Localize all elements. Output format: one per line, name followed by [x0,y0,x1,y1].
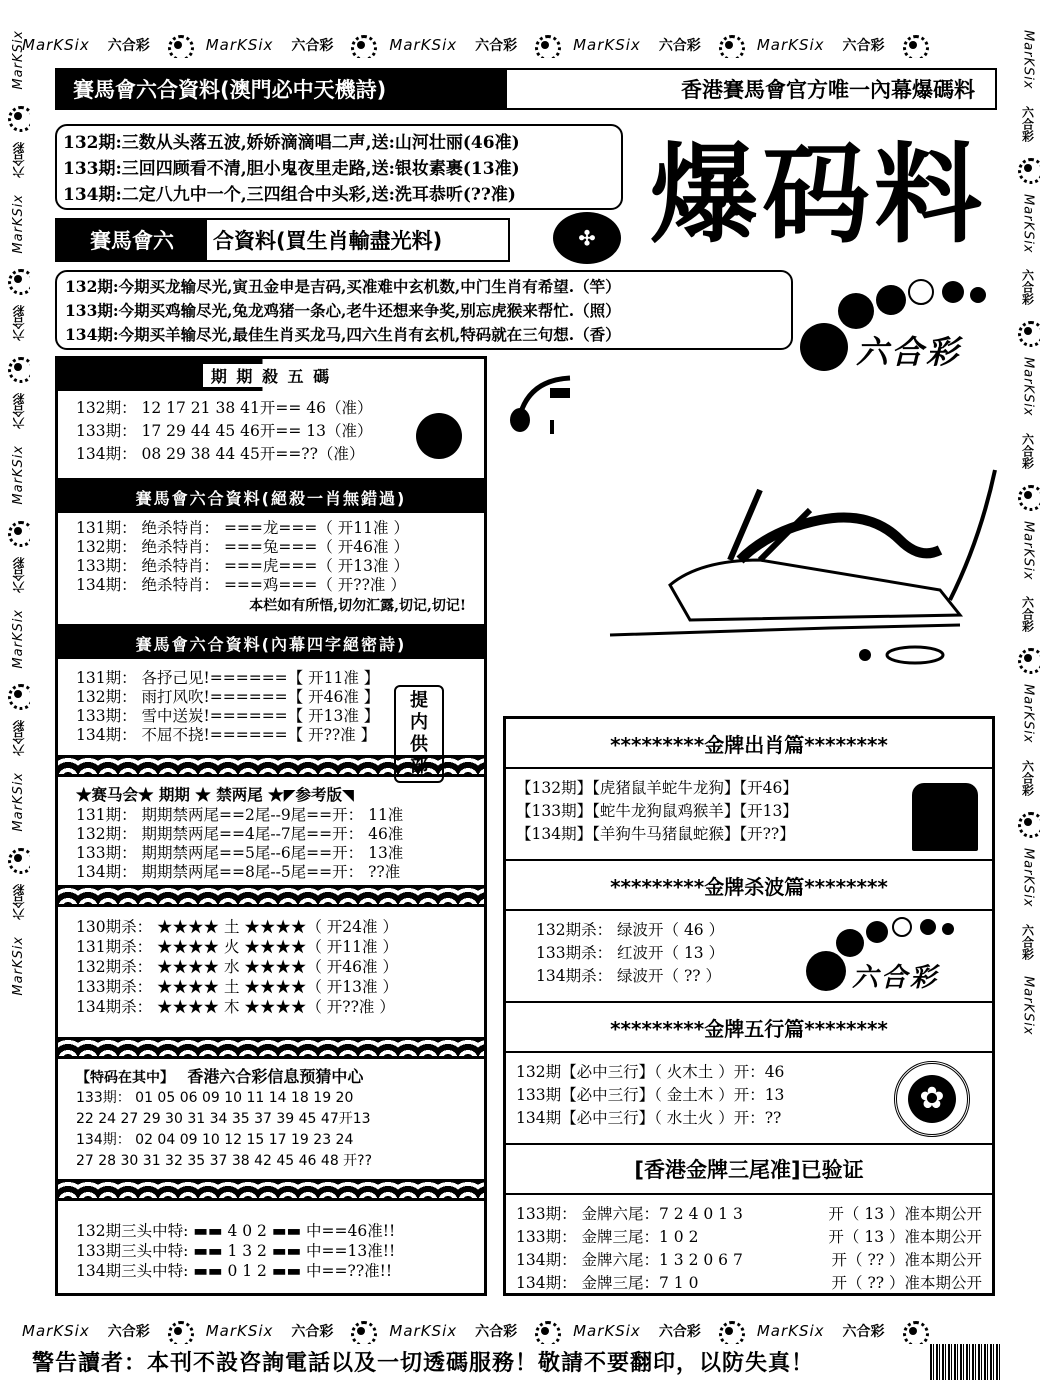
liuhecai-label: 六合彩 [658,1324,701,1340]
liuhecai-label: 六合彩 [11,393,26,430]
marksix-label: MarKSix [573,1322,641,1340]
wave-divider [58,885,484,907]
liuhecai-label: 六合彩 [658,38,701,54]
ball-icon [920,919,936,935]
marksix-label: MarKSix [756,36,825,54]
kill-element-row: 132期杀： ★★★★ 水 ★★★★（ 开46准 ） [76,958,398,976]
liuhecai-label: 六合彩 [11,556,26,593]
bauhinia-flower-icon [8,684,28,704]
gold-zodiac-row: 【134期】【羊狗牛马猪鼠蛇猴】【开??】 [516,825,795,843]
turtle-emblem-icon: ✣ [553,212,621,264]
zodiac-lose-bar [55,218,510,262]
four-words-row: 133期： 雪中送炭!======【 开13准 】 [76,707,380,725]
gold-elements-row: 132期【必中三行】（ 火木土 ）开：46 [516,1063,785,1081]
poem-row: 133期:三回四顾看不清,胆小鬼夜里走路,送:银妆素裹(13准) [63,159,520,179]
marksix-label: MarKSix [10,445,26,505]
marksix-label: MarKSix [10,193,26,254]
liuhecai-logo-small [806,921,986,999]
wave-divider [58,1179,484,1201]
header-right-title: 香港賽馬會官方唯一內幕爆碼料 [681,77,975,102]
kill-element-section [58,907,484,1037]
bauhinia-flower-icon [1018,321,1038,341]
special-in-row: 134期： 02 04 09 10 12 15 17 19 23 24 [76,1132,354,1148]
gold-tails-left: 133期： 金牌三尾：1 0 2 [516,1228,699,1246]
ban-two-tails-row: 132期： 期期禁两尾==4尾--7尾==开： 46准 [76,825,404,843]
kill-five-row: 133期： 17 29 44 45 46开== 13（准） [76,422,373,440]
kill-five-header [58,359,484,391]
liuhecai-label: 六合彩 [842,1324,885,1340]
kill-five-row: 134期： 08 29 38 44 45开==??（准） [76,445,365,463]
liuhecai-label: 六合彩 [1020,432,1035,469]
ban-two-tails-row: 131期： 期期禁两尾==2尾--9尾==开： 11准 [76,806,404,824]
special-in-section [58,1059,484,1179]
gold-tails-left: 133期： 金牌六尾：7 2 4 0 1 3 [516,1205,743,1223]
liuhecai-label: 六合彩 [475,38,518,54]
gold-elements-header: *********金牌五行篇******** [506,1003,992,1053]
kill-five-header-text: 期 期 殺 五 碼 [203,364,339,387]
marksix-label: MarKSix [22,1322,90,1340]
kill-zodiac-row: 133期： 绝杀特肖： ===虎===（ 开13准 ） [76,557,409,575]
gold-wave-header: *********金牌杀波篇******** [506,861,992,911]
ball-icon [970,287,986,303]
gold-tails-left: 134期： 金牌三尾：7 1 0 [516,1274,699,1292]
liuhecai-label: 六合彩 [11,141,26,178]
four-words-row: 131期： 各抒己见!======【 开11准 】 [76,669,380,687]
gold-wave-row: 132期杀： 绿波开（ 46 ） [536,921,725,939]
marksix-label: MarKSix [22,36,90,54]
bauhinia-flower-icon [535,1321,555,1341]
liuhecai-label: 六合彩 [1020,760,1035,797]
kill-element-row: 134期杀： ★★★★ 木 ★★★★（ 开??准 ） [76,998,395,1016]
marksix-label: MarKSix [10,608,26,669]
kill-zodiac-note: 本栏如有所悟,切勿汇露,切记,切记! [249,598,466,614]
big-title: 爆码料 [650,132,987,258]
kill-zodiac-section [58,513,484,627]
ban-two-tails-row: 134期： 期期禁两尾==8尾--5尾==开： ??准 [76,863,401,881]
liuhecai-label: 六合彩 [1020,596,1035,633]
bauhinia-flower-icon [351,35,371,55]
monkey-illustration-icon [500,360,1000,670]
zodiac-lose-box [55,270,793,350]
kill-five-row: 132期： 12 17 21 38 41开== 46（准） [76,399,373,417]
ball-icon [892,917,912,937]
kill-element-row: 130期杀： ★★★★ 土 ★★★★（ 开24准 ） [76,918,398,936]
marksix-label: MarKSix [1020,520,1036,581]
special-in-row: 133期： 01 05 06 09 10 11 14 18 19 20 [76,1090,354,1106]
bauhinia-flower-icon [1018,158,1038,178]
gold-zodiac-row: 【132期】【虎猪鼠羊蛇牛龙狗】【开46】 [516,779,798,797]
top-border-strip [22,32,1032,58]
gold-elements-section [506,1053,992,1145]
bauhinia-flower-icon [8,848,28,868]
bauhinia-flower-icon [168,1321,188,1341]
bauhinia-flower-icon [8,106,28,126]
ball-icon [942,281,964,303]
marksix-label: MarKSix [389,1322,458,1340]
gold-tails-row [516,1272,982,1295]
right-border-strip [1016,30,1040,1330]
marksix-label: MarKSix [1020,975,1036,1036]
wave-divider [58,1037,484,1059]
ban-two-tails-section [58,777,484,885]
gold-zodiac-header: *********金牌出肖篇******** [506,719,992,769]
ball-icon [838,293,874,329]
ball-icon [806,951,846,991]
marksix-label: MarKSix [10,772,26,833]
bauhinia-flower-icon [719,1321,739,1341]
bauhinia-flower-icon [903,35,923,55]
bauhinia-flower-icon [719,35,739,55]
liuhecai-label: 六合彩 [11,884,26,921]
kill-element-row: 131期杀： ★★★★ 火 ★★★★（ 开11准 ） [76,938,398,956]
gold-tails-row [516,1226,982,1249]
marksix-label: MarKSix [1020,30,1036,90]
marksix-label: MarKSix [1020,193,1036,254]
zodiac-lose-bar-right: 合資料(買生肖輸盡光料) [213,229,443,253]
bauhinia-flower-icon [8,269,28,289]
gold-elements-row: 134期【必中三行】（ 水土火 ）开：?? [516,1109,782,1127]
marksix-label: MarKSix [389,36,458,54]
marksix-label: MarKSix [205,36,274,54]
insider-badge: 提内供部 [394,685,444,783]
kill-zodiac-row: 134期： 绝杀特肖： ===鸡===（ 开??准 ） [76,576,406,594]
gold-zodiac-row: 【133期】【蛇牛龙狗鼠鸡猴羊】【开13】 [516,802,798,820]
ball-icon [942,923,954,935]
marksix-label: MarKSix [573,36,641,54]
gold-tails-row [516,1203,982,1226]
kill-zodiac-row: 132期： 绝杀特肖： ===兔===（ 开46准 ） [76,538,409,556]
ball-icon [908,279,934,305]
gold-tails-left: 134期： 金牌六尾：1 3 2 0 6 7 [516,1251,743,1269]
kill-zodiac-row: 131期： 绝杀特肖： ===龙===（ 开11准 ） [76,519,409,537]
liuhecai-label: 六合彩 [842,38,885,54]
poem-row: 134期:二定八九中一个,三四组合中头彩,送:洗耳恭听(??准) [63,185,516,205]
four-words-header: 賽馬會六合資料(內幕四字絕密詩) [58,627,484,659]
gold-zodiac-section [506,769,992,861]
four-words-row: 132期： 雨打风吹!======【 开46准 】 [76,688,380,706]
hk-bauhinia-emblem-icon: ✿ [894,1061,970,1137]
special-in-title-left: 【特码在其中】 [76,1070,174,1086]
ban-two-tails-row: 133期： 期期禁两尾==5尾--6尾==开： 13准 [76,844,404,862]
gold-tails-right: 开（ 13 ）准本期公开 [828,1205,982,1223]
three-heads-row: 134期三头中特: ▬▬ 0 1 2 ▬▬ 中==??准!! [76,1262,393,1280]
liuhecai-logo-text: 六合彩 [856,333,962,371]
kill-zodiac-header: 賽馬會六合資料(絕殺一肖無錯過) [58,481,484,513]
gold-tails-right: 开（ ?? ）准本期公开 [831,1274,982,1292]
marksix-label: MarKSix [1020,684,1036,745]
ban-two-tails-title: ★赛马会★ 期期 ★ 禁两尾 ★◤参考版◥ [76,785,354,804]
bauhinia-flower-icon [351,1321,371,1341]
liuhecai-label: 六合彩 [1020,923,1035,960]
zodiac-lose-row: 133期:今期买鸡输尽光,兔龙鸡猪一条心,老牛还想来争奖,别忘虎猴来帮忙.（照） [65,301,621,320]
zodiac-lose-row: 132期:今期买龙输尽光,寅丑金申是吉码,买准难中玄机数,中门生肖有希望.（竿） [65,277,621,296]
gold-tails-right: 开（ 13 ）准本期公开 [828,1228,982,1246]
bauhinia-flower-icon [535,35,555,55]
gold-tails-row [516,1249,982,1272]
liuhecai-label: 六合彩 [107,1324,150,1340]
ball-icon [866,921,888,943]
special-in-title [76,1065,466,1088]
marksix-label: MarKSix [10,936,26,996]
liuhecai-label: 六合彩 [291,38,334,54]
gold-elements-row: 133期【必中三行】（ 金土木 ）开：13 [516,1086,785,1104]
poem-box [55,124,623,210]
bottom-border-strip [22,1318,1032,1344]
liuhecai-label: 六合彩 [107,38,150,54]
bauhinia-flower-icon [8,357,28,377]
footer-warning: 警告讀者：本刊不設咨詢電話以及一切透碼服務！敬請不要翻印，以防失真！ [32,1351,815,1376]
bauhinia-flower-icon [1018,648,1038,668]
poem-row: 132期:三数从头落五波,娇娇滴滴唱二声,送:山河壮丽(46准) [63,133,520,153]
three-heads-row: 132期三头中特: ▬▬ 4 0 2 ▬▬ 中==46准!! [76,1222,396,1240]
zodiac-lose-row: 134期:今期买羊输尽光,最佳生肖买龙马,四六生肖有玄机,特码就在三句想.（香） [65,325,621,344]
bauhinia-flower-icon [1018,812,1038,832]
liuhecai-label: 六合彩 [11,720,26,757]
liuhecai-label: 六合彩 [1020,105,1035,142]
bauhinia-flower-icon [168,35,188,55]
special-in-row: 22 24 27 29 30 31 34 35 37 39 45 47开13 [76,1111,371,1127]
stamp-illustration-icon [912,783,978,851]
bauhinia-flower-icon [8,521,28,541]
gold-tails-section [506,1195,992,1303]
gold-wave-row: 133期杀： 红波开（ 13 ） [536,944,725,962]
four-words-section [58,659,484,777]
bauhinia-flower-icon [903,1321,923,1341]
header-left-title: 賽馬會六合資料(澳門必中天機詩) [57,70,507,108]
liuhecai-label: 六合彩 [475,1324,518,1340]
win-badge-icon [416,413,462,459]
special-in-row: 27 28 30 31 32 35 37 38 42 45 46 48 开?? [76,1153,373,1169]
liuhecai-label: 六合彩 [11,305,26,342]
marksix-label: MarKSix [756,1322,825,1340]
barcode-icon [930,1344,1000,1380]
gold-wave-row: 134期杀： 绿波开（ ?? ） [536,967,721,985]
header-bar [55,68,997,110]
gold-tails-right: 开（ ?? ）准本期公开 [831,1251,982,1269]
gold-wave-section [506,911,992,1003]
kill-five-section [58,391,484,481]
liuhecai-logo-text: 六合彩 [852,963,940,993]
zodiac-lose-bar-left: 賽馬會六 [57,220,207,260]
kill-element-row: 133期杀： ★★★★ 土 ★★★★（ 开13准 ） [76,978,398,996]
ball-icon [836,929,864,957]
liuhecai-label: 六合彩 [1020,269,1035,306]
three-heads-row: 133期三头中特: ▬▬ 1 3 2 ▬▬ 中==13准!! [76,1242,396,1260]
left-border-strip [6,30,30,1330]
special-in-title-right: 香港六合彩信息预猜中心 [187,1067,364,1086]
left-column [55,356,487,1296]
marksix-label: MarKSix [10,30,26,90]
marksix-label: MarKSix [1020,357,1036,417]
three-heads-section [58,1201,484,1287]
marksix-label: MarKSix [205,1322,274,1340]
right-column [503,716,995,1296]
liuhecai-label: 六合彩 [291,1324,334,1340]
bauhinia-flower-icon [1018,485,1038,505]
marksix-label: MarKSix [1020,848,1036,908]
four-words-row: 134期： 不屈不挠!======【 开??准 】 [76,726,377,744]
ball-icon [876,285,906,315]
gold-tails-header: [香港金牌三尾准]已验证 [506,1145,992,1195]
